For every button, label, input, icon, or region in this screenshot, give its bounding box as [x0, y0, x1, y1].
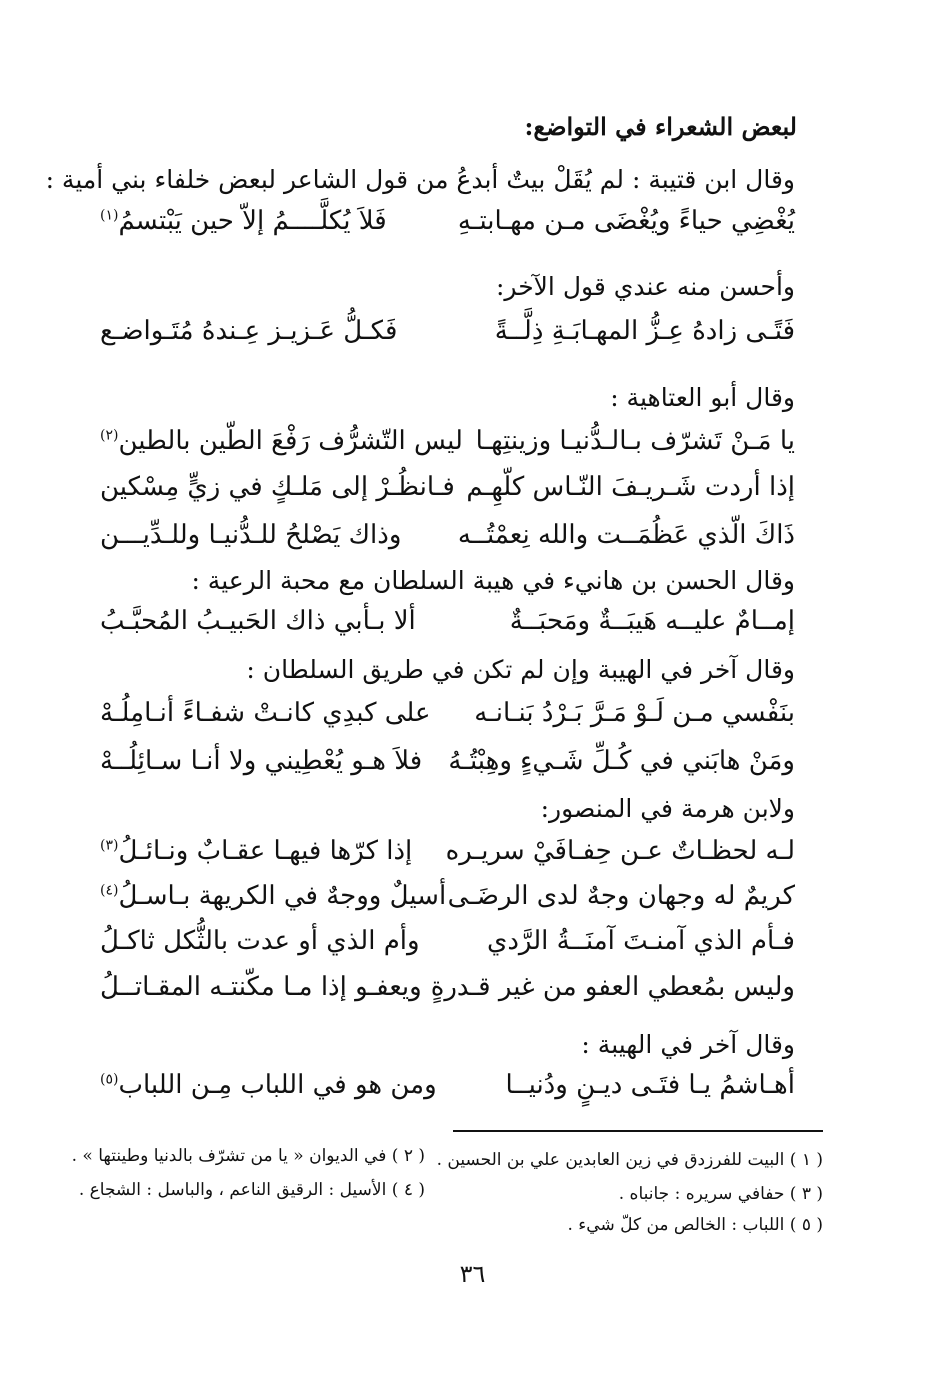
verse-line — [100, 472, 795, 518]
verse-line — [100, 206, 795, 252]
footnote-number: ( ١ ) — [789, 1150, 823, 1170]
footnote-marker: (٢) — [100, 427, 119, 444]
page-number: ٣٦ — [459, 1260, 486, 1288]
footnote-text: الأسيل : الرقيق الناعم ، والباسل : الشجاع . — [78, 1180, 387, 1200]
footnote-marker: (٤) — [100, 882, 119, 899]
footnote-number: ( ٥ ) — [789, 1215, 823, 1235]
verse-second-hemistich: فَلاَ يُكلَّــــمُ إلاّ حين يَبْتسمُ$^{(١)}$ — [100, 206, 387, 236]
footnote-text: البيت للفرزدق في زين العابدين علي بن الحسين . — [436, 1150, 785, 1170]
verse-second-hemistich: ليس التّشرُّف رَفْعَ الطّين بالطين$^{(٢)}$ — [100, 426, 463, 456]
verse-line — [100, 926, 795, 972]
verse-line — [100, 426, 795, 472]
verse-second-hemistich: وأم الذي أو عدت بالثُّكل ثاكـلُ — [100, 926, 420, 956]
prose-intro: وقال الحسن بن هانيء في هيبة السلطان مع محبة الرعية : — [191, 566, 795, 595]
footnote — [619, 1184, 823, 1204]
footnote-number: ( ٣ ) — [789, 1184, 823, 1204]
verse-line — [100, 606, 795, 652]
footnote-divider — [453, 1130, 823, 1132]
prose-intro: ولابن هرمة في المنصور: — [540, 794, 795, 823]
verse-line — [100, 746, 795, 792]
verse-second-hemistich: ألا بـأبي ذاك الحَبيـبُ المُحبَّـبُ — [100, 606, 416, 636]
verse-first-hemistich: أهـاشمُ يـا فتَـى ديـنٍ ودُنيــا — [505, 1070, 795, 1100]
verse-first-hemistich: كريمٌ له وجهان وجهٌ لدى الرضَـى — [447, 881, 795, 911]
verse-first-hemistich: ذَاكَ الّذي عَظُمَــت والله نِعمْتُــه — [457, 520, 795, 550]
verse-line — [100, 520, 795, 566]
verse-first-hemistich: بنَفْسي مـن لَـوْ مَـرَّ بَـرْدُ بَنـانـه — [474, 698, 795, 728]
verse-first-hemistich: إمــامٌ عليــه هَيبَــةٌ ومَحبَــةٌ — [509, 606, 795, 636]
verse-line — [100, 972, 795, 1018]
verse-second-hemistich: ومن هو في اللباب مِـن اللباب$^{(٥)}$ — [100, 1070, 437, 1100]
footnote-text: في الديوان « يا من تشرّف بالدنيا وطينتها » . — [71, 1146, 387, 1166]
footnote-number: ( ٤ ) — [391, 1180, 425, 1200]
verse-line — [100, 1070, 795, 1116]
verse-second-hemistich: إذا كرّها فيهـا عقـابٌ ونـائـلُ$^{(٣)}$ — [100, 836, 413, 866]
footnote — [437, 1150, 823, 1170]
verse-line — [100, 881, 795, 927]
verse-second-hemistich: فلاَ هـو يُعْطِيني ولا أنـا سـائِلُــهْ — [100, 746, 423, 776]
footnote-text: حفافي سريره : جانباه . — [618, 1184, 785, 1204]
verse-second-hemistich: فـانظُـرْ إلى مَلـكٍ في زيٍّ مِسْكين — [100, 472, 455, 502]
verse-second-hemistich: على كبدِي كانـتْ شفـاءً أنـامِلُـهْ — [100, 698, 431, 728]
verse-first-hemistich: لـه لحظـاتٌ عـن حِفـافَيْ سريـره — [445, 836, 795, 866]
verse-line — [100, 316, 795, 362]
section-heading: لبعض الشعراء في التواضع: — [524, 112, 797, 141]
footnote — [567, 1215, 823, 1235]
verse-second-hemistich: فَكـلُّ عَـزيـز عِـندهُ مُتَـواضـع — [100, 316, 398, 346]
verse-first-hemistich: يُغْضِي حياءً ويُغْضَى مـن مهـابتـهِ — [457, 206, 795, 236]
prose-intro: وقال آخر في الهيبة وإن لم تكن في طريق السلطان : — [246, 655, 795, 684]
verse-first-hemistich: وليس بمُعطي العفو من غير قـدرةٍ — [430, 972, 795, 1002]
verse-second-hemistich: وذاك يَصْلحُ للـدُّنيـا وللـدِّيـــن — [100, 520, 402, 550]
footnote-marker: (١) — [100, 207, 119, 224]
prose-intro: وقال ابن قتيبة : لم يُقَلْ بيتٌ أبدعُ من قول الشاعر لبعض خلفاء بني أمية : — [45, 165, 795, 194]
verse-first-hemistich: فَتًـى زادهُ عِـزُّ المهـابَـةِ ذِلَّــةً — [494, 316, 795, 346]
footnote — [79, 1180, 425, 1200]
footnote-marker: (٥) — [100, 1071, 119, 1088]
verse-first-hemistich: فـأم الذي آمنـتَ آمنَــةُ الرَّدي — [486, 926, 795, 956]
footnote — [72, 1146, 425, 1166]
footnote-marker: (٣) — [100, 837, 119, 854]
verse-second-hemistich: ويعفـو إذا مـا مكّنتـه المقـاتــلُ — [100, 972, 422, 1002]
prose-intro: وقال أبو العتاهية : — [610, 383, 795, 412]
footnote-number: ( ٢ ) — [391, 1146, 425, 1166]
verse-second-hemistich: أسيلٌ ووجهٌ في الكريهة بـاسـلُ$^{(٤)}$ — [100, 881, 447, 911]
verse-first-hemistich: إذا أردت شَـريـفَ النّـاس كلّهِـم — [466, 472, 795, 502]
verse-first-hemistich: ومَنْ هابَني في كُـلِّ شَـيءٍ وهِبْتُـهُ — [448, 746, 795, 776]
verse-line — [100, 836, 795, 882]
prose-intro: وأحسن منه عندي قول الآخر: — [496, 272, 795, 301]
verse-first-hemistich: يا مَـنْ تَشرّف بـالـدُّنيـا وزينتِهـا — [475, 426, 795, 456]
footnote-text: اللباب : الخالص من كلّ شيء . — [567, 1215, 785, 1235]
prose-intro: وقال آخر في الهيبة : — [581, 1030, 795, 1059]
verse-line — [100, 698, 795, 744]
